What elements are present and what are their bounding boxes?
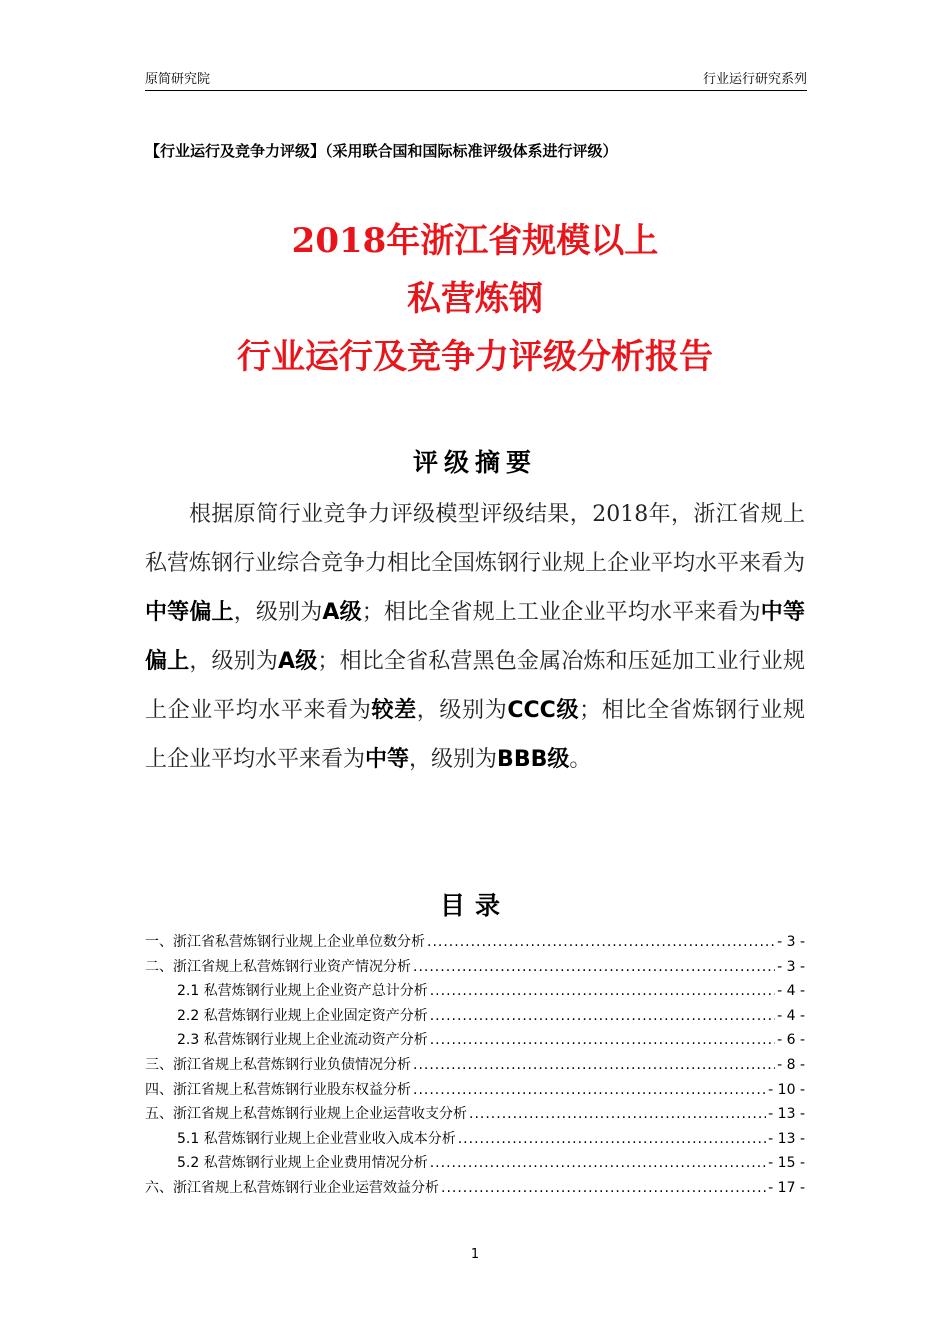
- toc-item-page: - 4 -: [777, 983, 805, 1000]
- toc-heading: 目录: [439, 891, 510, 920]
- summary-rating-province: 中等偏上: [145, 600, 805, 674]
- toc-item-title: 2.2 私营炼钢行业规上企业固定资产分析: [177, 1007, 428, 1024]
- page-number: 1: [470, 1247, 480, 1262]
- page-header: [145, 66, 807, 91]
- title-line-2: 私营炼钢: [407, 279, 543, 319]
- toc-leader-dots: [413, 959, 775, 975]
- report-title: [0, 212, 950, 386]
- summary-grade-sector: CCC级: [507, 698, 580, 723]
- toc-item-title: 三、浙江省规上私营炼钢行业负债情况分析: [145, 1056, 411, 1073]
- toc-subitem[interactable]: [145, 1152, 805, 1177]
- header-series-name: 行业运行研究系列: [702, 72, 807, 87]
- toc-leader-dots: [458, 1131, 766, 1147]
- toc-item-title: 5.1 私营炼钢行业规上企业营业收入成本分析: [177, 1130, 456, 1147]
- toc-leader-dots: [430, 983, 775, 999]
- header-org-name: 原简研究院: [145, 72, 211, 87]
- toc-item-page: - 15 -: [768, 1155, 805, 1172]
- toc-leader-dots: [430, 1008, 775, 1024]
- toc-item-title: 2.1 私营炼钢行业规上企业资产总计分析: [177, 983, 428, 1000]
- toc-subitem[interactable]: [145, 980, 805, 1005]
- summary-rating-national: 中等偏上: [145, 600, 234, 625]
- table-of-contents: [145, 931, 805, 1202]
- toc-item-title: 2.3 私营炼钢行业规上企业流动资产分析: [177, 1032, 428, 1049]
- toc-item[interactable]: [145, 956, 805, 981]
- toc-item-title: 四、浙江省规上私营炼钢行业股东权益分析: [145, 1081, 411, 1098]
- title-line-3: 行业运行及竞争力评级分析报告: [237, 337, 713, 377]
- toc-item-page: - 13 -: [768, 1130, 805, 1147]
- summary-text: ；相比全省炼钢行业规上企业平均水平来看为: [145, 698, 805, 772]
- toc-item-title: 六、浙江省规上私营炼钢行业企业运营效益分析: [145, 1179, 439, 1196]
- toc-leader-dots: [469, 1106, 766, 1122]
- toc-subitem[interactable]: [145, 1128, 805, 1153]
- toc-item-page: - 4 -: [777, 1007, 805, 1024]
- summary-text: 根据原简行业竞争力评级模型评级结果，2018年，浙江省规上私营炼钢行业综合竞争力相比全国炼钢行业规上企业平均水平来看为: [145, 502, 806, 576]
- toc-item-page: - 10 -: [768, 1081, 805, 1098]
- toc-leader-dots: [441, 1180, 766, 1196]
- summary-grade-province: A级: [278, 649, 318, 674]
- toc-item-page: - 3 -: [777, 958, 805, 975]
- toc-item[interactable]: [145, 1177, 805, 1202]
- summary-paragraph: [145, 490, 805, 784]
- summary-grade-national: A级: [322, 600, 362, 625]
- toc-item-page: - 17 -: [768, 1179, 805, 1196]
- toc-item-title: 二、浙江省规上私营炼钢行业资产情况分析: [145, 958, 411, 975]
- toc-item[interactable]: [145, 931, 805, 956]
- summary-text: ，级别为: [233, 600, 323, 625]
- toc-leader-dots: [430, 1032, 775, 1048]
- toc-leader-dots: [427, 934, 775, 950]
- title-line-1: 2018年浙江省规模以上: [291, 221, 659, 261]
- summary-text: ，级别为: [416, 698, 508, 723]
- toc-item[interactable]: [145, 1103, 805, 1128]
- summary-grade-industry: BBB级: [497, 747, 570, 772]
- summary-rating-sector: 较差: [371, 698, 417, 723]
- toc-leader-dots: [413, 1057, 775, 1073]
- toc-leader-dots: [413, 1082, 766, 1098]
- summary-text: ；相比全省规上工业企业平均水平来看为: [361, 600, 761, 625]
- toc-item-title: 五、浙江省规上私营炼钢行业规上企业运营收支分析: [145, 1106, 467, 1123]
- toc-subitem[interactable]: [145, 1029, 805, 1054]
- toc-item-title: 一、浙江省私营炼钢行业规上企业单位数分析: [145, 934, 425, 950]
- summary-heading: 评级摘要: [412, 448, 537, 477]
- toc-subitem[interactable]: [145, 1005, 805, 1030]
- summary-text: ，级别为: [409, 747, 498, 772]
- toc-item-page: - 3 -: [777, 934, 805, 950]
- summary-rating-industry: 中等: [365, 747, 410, 772]
- toc-item-title: 5.2 私营炼钢行业规上企业费用情况分析: [177, 1155, 428, 1172]
- toc-item[interactable]: [145, 1079, 805, 1104]
- summary-text: ，级别为: [189, 649, 279, 674]
- toc-item-page: - 13 -: [768, 1106, 805, 1123]
- toc-item-page: - 8 -: [777, 1056, 805, 1073]
- summary-text: ；相比全省私营黑色金属冶炼和压延加工业行业规上企业平均水平来看为: [145, 649, 805, 723]
- toc-item[interactable]: [145, 1054, 805, 1079]
- report-subtitle: 【行业运行及竞争力评级】（采用联合国和国际标准评级体系进行评级）: [145, 142, 618, 160]
- toc-item-page: - 6 -: [777, 1032, 805, 1049]
- summary-text: 。: [569, 747, 592, 772]
- toc-leader-dots: [430, 1155, 766, 1171]
